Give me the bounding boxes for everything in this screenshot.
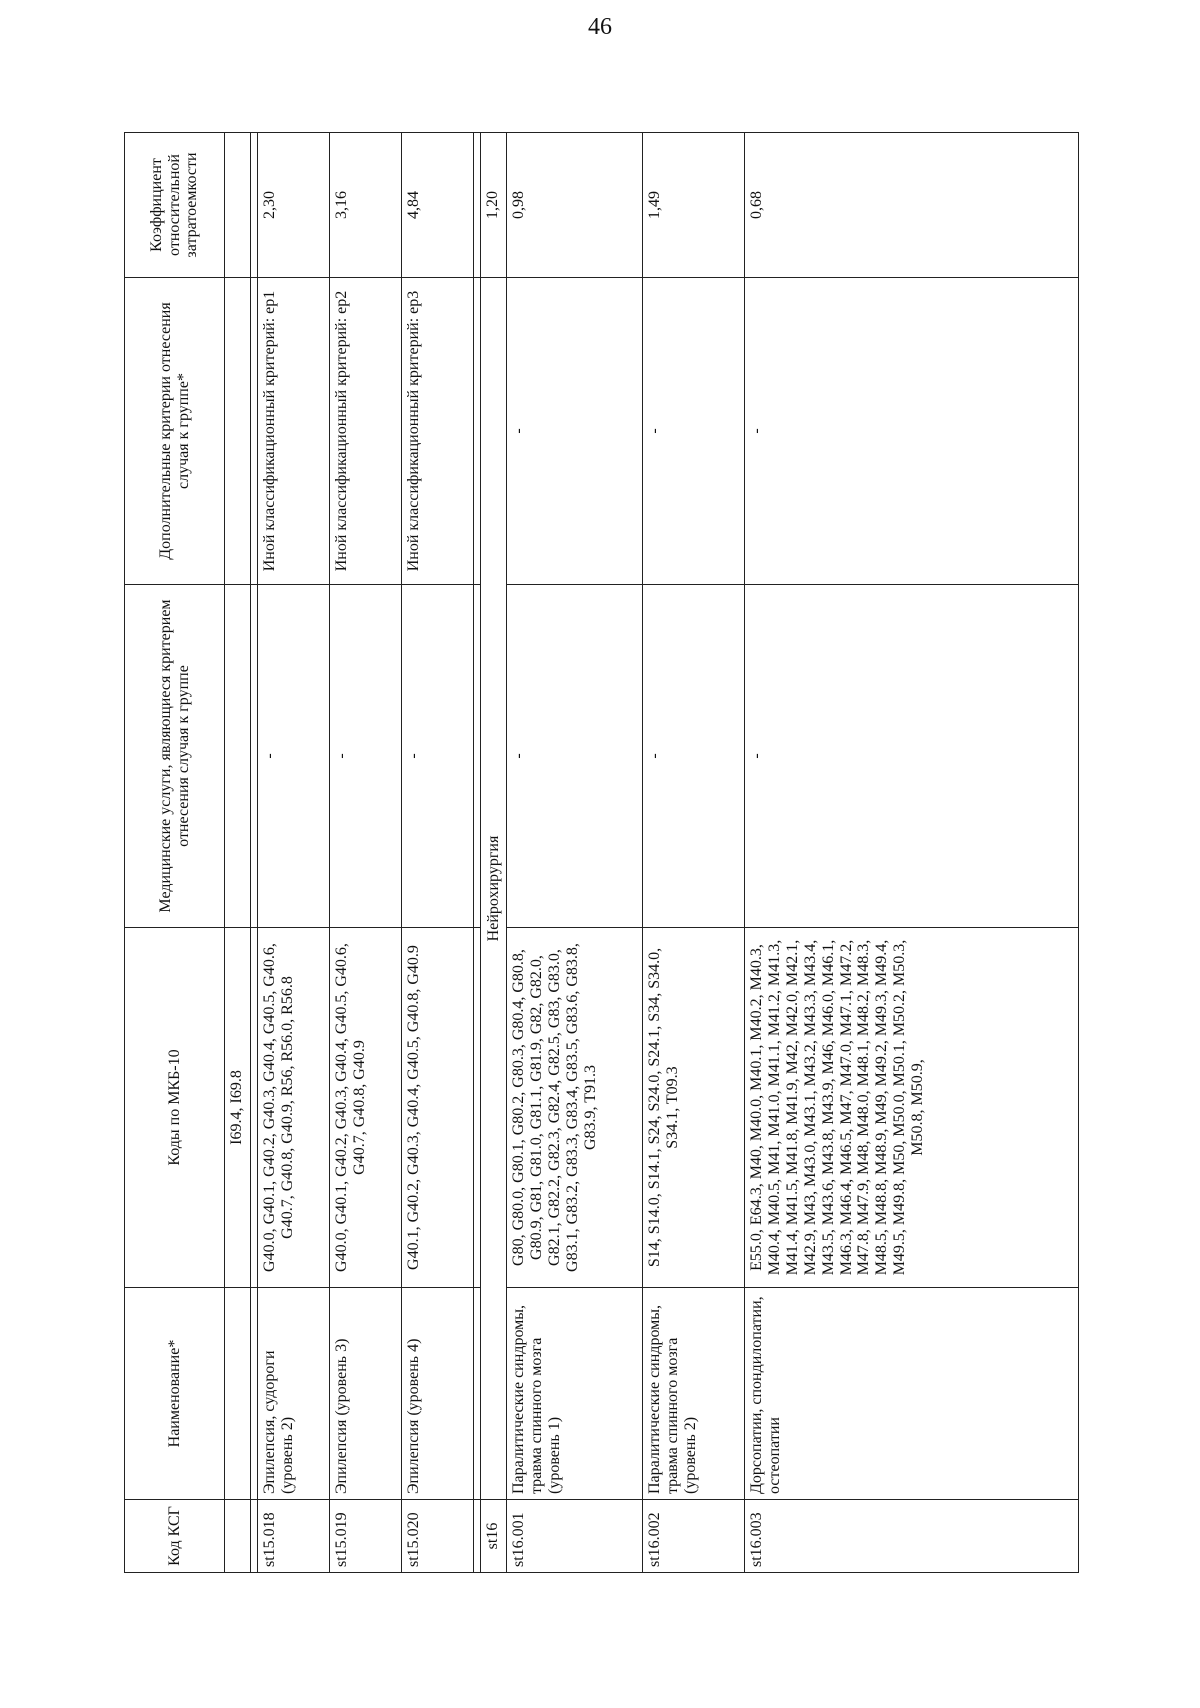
row-services: - (402, 585, 474, 928)
row-coefficient: 0,98 (507, 133, 643, 278)
row-name: Эпилепсия (уровень 4) (402, 1288, 474, 1500)
header-row (125, 133, 225, 1573)
row-code: st15.018 (258, 1500, 330, 1573)
row-code: st16.002 (643, 1500, 745, 1573)
row-services: - (643, 585, 745, 928)
section-coefficient: 1,20 (481, 133, 507, 278)
ksg-table (124, 132, 1079, 1573)
spacer-row (251, 133, 258, 1573)
table-row (643, 133, 745, 1573)
row-icd: G40.0, G40.1, G40.2, G40.3, G40.4, G40.5, G40.6, G40.7, G40.8, G40.9, R56, R56.0, R56.8 (258, 928, 330, 1288)
section-row (481, 133, 507, 1573)
row-criteria: Иной классификационный критерий: ep1 (258, 278, 330, 585)
header-code: Код КСГ (125, 1500, 225, 1573)
row-name: Паралитические синдромы, травма спинного мозга (уровень 2) (643, 1288, 745, 1500)
header-services: Медицинские услуги, являющиеся критерием отнесения случая к группе (125, 585, 225, 928)
row-icd: G80, G80.0, G80.1, G80.2, G80.3, G80.4, G80.8, G80.9, G81, G81.0, G81.1, G81.9, G82, G82.0, G82.1, G82.2, G82.3, G82.4, G82.5, G83, G83.0, G83.1, G83.2, G83.3, G83.4, G83.5, G83.6, G83.8, G83.9, T91.3 (507, 928, 643, 1288)
header-name: Наименование* (125, 1288, 225, 1500)
row-criteria: - (507, 278, 643, 585)
row-code: st15.020 (402, 1500, 474, 1573)
carry-over-row (225, 133, 251, 1573)
row-name: Дорсопатии, спондилопатии, остеопатии (745, 1288, 1079, 1500)
section-code: st16 (481, 1500, 507, 1573)
row-criteria: Иной классификационный критерий: ep3 (402, 278, 474, 585)
section-title: Нейрохирургия (481, 278, 507, 1500)
row-services: - (330, 585, 402, 928)
table-row (745, 133, 1079, 1573)
table-row (402, 133, 474, 1573)
row-criteria: - (745, 278, 1079, 585)
row-services: - (745, 585, 1079, 928)
row-name: Эпилепсия (уровень 3) (330, 1288, 402, 1500)
row-criteria: - (643, 278, 745, 585)
row-name: Эпилепсия, судороги (уровень 2) (258, 1288, 330, 1500)
row-coefficient: 2,30 (258, 133, 330, 278)
row-code: st15.019 (330, 1500, 402, 1573)
row-code: st16.001 (507, 1500, 643, 1573)
row-services: - (507, 585, 643, 928)
row-coefficient: 3,16 (330, 133, 402, 278)
page-number: 46 (588, 14, 612, 40)
header-icd: Коды по МКБ-10 (125, 928, 225, 1288)
row-code: st16.003 (745, 1500, 1079, 1573)
row-services: - (258, 585, 330, 928)
row-coefficient: 4,84 (402, 133, 474, 278)
table-row (330, 133, 402, 1573)
spacer-row (474, 133, 481, 1573)
rotated-table-container (124, 133, 1079, 1573)
table-row (258, 133, 330, 1573)
row-icd: G40.0, G40.1, G40.2, G40.3, G40.4, G40.5, G40.6, G40.7, G40.8, G40.9 (330, 928, 402, 1288)
table-row (507, 133, 643, 1573)
header-coefficient: Коэффициент относительной затратоемкости (125, 133, 225, 278)
row-icd: S14, S14.0, S14.1, S24, S24.0, S24.1, S34, S34.0, S34.1, T09.3 (643, 928, 745, 1288)
row-icd: G40.1, G40.2, G40.3, G40.4, G40.5, G40.8, G40.9 (402, 928, 474, 1288)
row-coefficient: 0,68 (745, 133, 1079, 278)
row-icd: E55.0, E64.3, M40, M40.0, M40.1, M40.2, M40.3, M40.4, M40.5, M41, M41.0, M41.1, M41.2, M41.3, M41.4, M41.5, M41.8, M41.9, M42, M42.0, M42.1, M42.9, M43, M43.0, M43.1, M43.2, M43.3, M43.4, M43.5, M43.6, M43.8, M43.9, M46, M46.0, M46.1, M46.3, M46.4, M46.5, M47, M47.0, M47.1, M47.2, M47.8, M47.9, M48, M48.0, M48.1, M48.2, M48.3, M48.5, M48.8, M48.9, M49, M49.2, M49.3, M49.4, M49.5, M49.8, M50, M50.0, M50.1, M50.2, M50.3, M50.8, M50.9, (745, 928, 1079, 1288)
header-criteria: Дополнительные критерии отнесения случая к группе* (125, 278, 225, 585)
row-name: Паралитические синдромы, травма спинного мозга (уровень 1) (507, 1288, 643, 1500)
row-criteria: Иной классификационный критерий: ep2 (330, 278, 402, 585)
carry-icd: I69.4, I69.8 (225, 928, 251, 1288)
row-coefficient: 1,49 (643, 133, 745, 278)
